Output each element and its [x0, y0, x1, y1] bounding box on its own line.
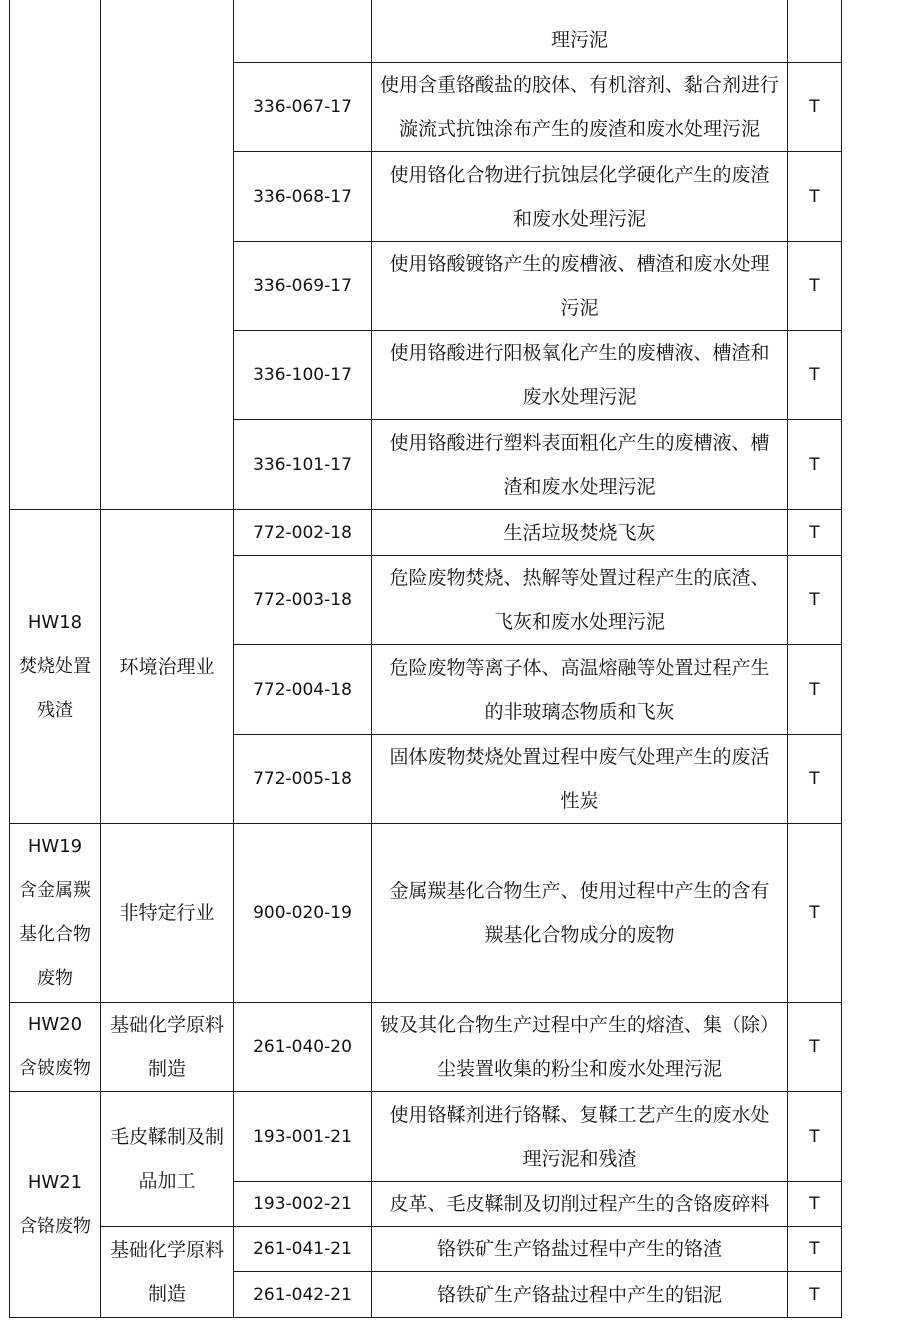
description-line: 漩流式抗蚀涂布产生的废渣和废水处理污泥	[398, 118, 760, 140]
waste-code: 193-002-21	[234, 1182, 372, 1227]
waste-code: 336-067-17	[234, 63, 372, 152]
hazard-characteristic: T	[788, 1227, 842, 1272]
waste-code: 336-068-17	[234, 152, 372, 242]
waste-description	[372, 331, 788, 420]
waste-description	[372, 1003, 788, 1092]
hazard-characteristic: T	[788, 556, 842, 645]
description-line: 生活垃圾焚烧飞灰	[503, 521, 656, 544]
description-line: 使用铬鞣剂进行铬鞣、复鞣工艺产生的废水处	[389, 1103, 770, 1126]
hazard-characteristic: T	[788, 63, 842, 152]
description-line: 羰基化合物成分的废物	[484, 924, 675, 946]
industry-cell	[101, 1092, 234, 1227]
description-line: 使用铬酸进行塑料表面粗化产生的废槽液、槽	[389, 431, 770, 454]
description-line: 铬铁矿生产铬盐过程中产生的铬渣	[436, 1238, 722, 1260]
industry-line: 基础化学原料	[109, 1239, 224, 1261]
table-row	[10, 510, 842, 556]
industry-line: 制造	[147, 1058, 186, 1080]
waste-description	[372, 510, 788, 556]
description-line: 皮革、毛皮鞣制及切削过程产生的含铬废碎料	[389, 1193, 770, 1215]
category-line: HW19	[27, 836, 83, 857]
industry-line: 非特定行业	[119, 902, 215, 924]
table-row	[10, 824, 842, 1003]
hazard-characteristic: T	[788, 1272, 842, 1318]
hazard-characteristic: T	[788, 1182, 842, 1227]
industry-cell	[101, 0, 234, 510]
category-line: HW21	[27, 1171, 83, 1193]
category-line: 废物	[37, 968, 73, 989]
industry-cell	[101, 824, 234, 1003]
waste-code: 261-041-21	[234, 1227, 372, 1272]
industry-line: 基础化学原料	[109, 1014, 224, 1036]
category-line: 含铬废物	[19, 1215, 91, 1237]
description-line: 危险废物焚烧、热解等处置过程产生的底渣、	[389, 567, 770, 589]
waste-description	[372, 824, 788, 1003]
description-line: 理污泥和残渣	[522, 1147, 637, 1170]
hazard-characteristic: T	[788, 420, 842, 510]
industry-cell	[101, 1227, 234, 1318]
description-line: 性炭	[560, 790, 599, 812]
industry-cell	[101, 1003, 234, 1092]
description-line: 使用含重铬酸盐的胶体、有机溶剂、黏合剂进行	[379, 74, 779, 96]
category-line: 含铍废物	[19, 1058, 91, 1079]
hazard-characteristic: T	[788, 152, 842, 242]
hazardous-waste-table	[9, 0, 842, 1318]
category-cell	[10, 824, 101, 1003]
waste-description	[372, 152, 788, 242]
description-line: 使用铬酸进行阳极氧化产生的废槽液、槽渣和	[389, 342, 770, 364]
waste-code: 261-042-21	[234, 1272, 372, 1318]
waste-description	[372, 735, 788, 824]
hazard-characteristic: T	[788, 645, 842, 735]
description-line: 使用铬酸镀铬产生的废槽液、槽渣和废水处理	[389, 253, 770, 275]
waste-code: 336-101-17	[234, 420, 372, 510]
description-line: 渣和废水处理污泥	[503, 475, 656, 498]
description-line: 的非玻璃态物质和飞灰	[484, 700, 675, 723]
hazard-characteristic: T	[788, 510, 842, 556]
category-line: 焚烧处置	[19, 655, 91, 677]
category-cell	[10, 1003, 101, 1092]
description-line: 污泥	[560, 297, 599, 319]
industry-line: 制造	[147, 1283, 186, 1305]
waste-code	[234, 0, 372, 63]
industry-line: 品加工	[138, 1170, 196, 1192]
category-line: 残渣	[37, 699, 73, 721]
waste-code: 336-100-17	[234, 331, 372, 420]
waste-description	[372, 556, 788, 645]
hazard-characteristic: T	[788, 735, 842, 824]
description-line: 危险废物等离子体、高温熔融等处置过程产生	[389, 656, 770, 679]
category-line: HW18	[27, 611, 83, 633]
waste-code: 336-069-17	[234, 242, 372, 331]
category-line: 含金属羰	[19, 880, 91, 901]
description-line: 铬铁矿生产铬盐过程中产生的铝泥	[436, 1283, 722, 1306]
description-line: 固体废物焚烧处置过程中废气处理产生的废活	[389, 746, 770, 768]
table-row	[10, 0, 842, 63]
waste-description	[372, 645, 788, 735]
category-cell	[10, 1092, 101, 1318]
description-line: 废水处理污泥	[522, 386, 637, 408]
waste-code: 772-002-18	[234, 510, 372, 556]
hazard-characteristic	[788, 0, 842, 63]
description-line: 理污泥	[550, 29, 608, 51]
description-line: 使用铬化合物进行抗蚀层化学硬化产生的废渣	[389, 163, 770, 186]
waste-description	[372, 420, 788, 510]
hazard-characteristic: T	[788, 1092, 842, 1182]
waste-description	[372, 1182, 788, 1227]
category-cell	[10, 510, 101, 824]
waste-description	[372, 0, 788, 63]
description-line: 金属羰基化合物生产、使用过程中产生的含有	[389, 880, 770, 902]
waste-code: 261-040-20	[234, 1003, 372, 1092]
waste-description	[372, 1272, 788, 1318]
category-line: HW20	[27, 1014, 83, 1035]
waste-code: 772-003-18	[234, 556, 372, 645]
hazard-characteristic: T	[788, 1003, 842, 1092]
description-line: 和废水处理污泥	[512, 207, 646, 230]
industry-line: 环境治理业	[119, 655, 215, 678]
category-cell	[10, 0, 101, 510]
hazard-characteristic: T	[788, 242, 842, 331]
waste-description	[372, 1092, 788, 1182]
description-line: 飞灰和废水处理污泥	[493, 611, 665, 633]
industry-line: 毛皮鞣制及制	[109, 1126, 224, 1148]
waste-description	[372, 63, 788, 152]
industry-cell	[101, 510, 234, 824]
waste-code: 193-001-21	[234, 1092, 372, 1182]
table-row	[10, 1092, 842, 1182]
table-row	[10, 1227, 842, 1272]
waste-code: 900-020-19	[234, 824, 372, 1003]
waste-code: 772-005-18	[234, 735, 372, 824]
hazard-characteristic: T	[788, 331, 842, 420]
table-row	[10, 1003, 842, 1092]
description-line: 尘装置收集的粉尘和废水处理污泥	[436, 1058, 722, 1080]
hazard-characteristic: T	[788, 824, 842, 1003]
category-line: 基化合物	[19, 924, 91, 945]
description-line: 铍及其化合物生产过程中产生的熔渣、集（除）	[379, 1014, 779, 1036]
waste-description	[372, 242, 788, 331]
waste-description	[372, 1227, 788, 1272]
waste-code: 772-004-18	[234, 645, 372, 735]
